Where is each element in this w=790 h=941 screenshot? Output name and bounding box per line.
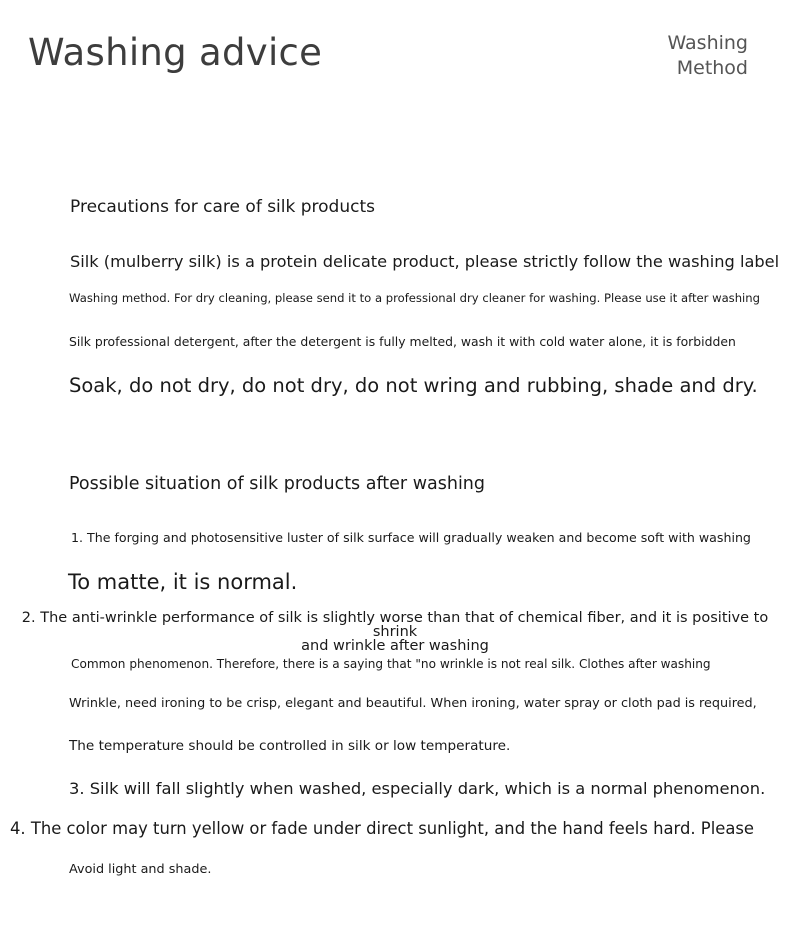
page-title: Washing advice	[28, 31, 323, 74]
section2-line: 2. The anti-wrinkle performance of silk is slightly worse than that of chemical fiber, and it is positive to shrink	[21, 610, 769, 640]
section2-line: 4. The color may turn yellow or fade under direct sunlight, and the hand feels hard. Please	[10, 819, 754, 838]
section2-line: The temperature should be controlled in silk or low temperature.	[69, 738, 511, 754]
section1-line: Silk professional detergent, after the detergent is fully melted, wash it with cold water alone, it is forbidden	[69, 334, 736, 349]
section2-line: To matte, it is normal.	[68, 570, 298, 594]
section2-line: 3. Silk will fall slightly when washed, especially dark, which is a normal phenomenon.	[69, 779, 766, 798]
section1-line: Silk (mulberry silk) is a protein delicate product, please strictly follow the washing label	[70, 252, 780, 271]
section2-wrapped-item	[0, 611, 790, 653]
washing-method-label	[667, 31, 748, 81]
corner-line-1: Washing	[667, 32, 748, 54]
section1-line: Washing method. For dry cleaning, please send it to a professional dry cleaner for washing. Please use it after washing	[69, 291, 760, 305]
section1-line: Soak, do not dry, do not dry, do not wring and rubbing, shade and dry.	[69, 374, 758, 397]
section2-line: 1. The forging and photosensitive luster of silk surface will gradually weaken and become soft with washing	[71, 530, 751, 545]
section2-line: Avoid light and shade.	[69, 862, 212, 877]
section2-line: Common phenomenon. Therefore, there is a saying that "no wrinkle is not real silk. Clothes after washing	[71, 657, 711, 671]
section2-line: Wrinkle, need ironing to be crisp, elegant and beautiful. When ironing, water spray or cloth pad is required,	[69, 696, 757, 711]
section2-heading: Possible situation of silk products after washing	[69, 474, 486, 494]
section2-line: and wrinkle after washing	[301, 638, 489, 654]
corner-line-2: Method	[676, 57, 748, 79]
section1-heading: Precautions for care of silk products	[70, 197, 375, 217]
